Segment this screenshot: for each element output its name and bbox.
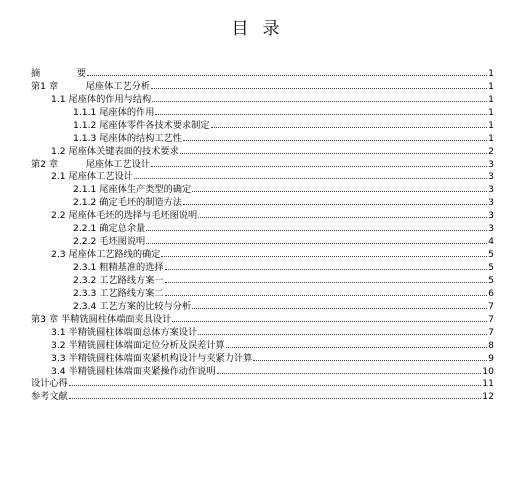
toc-dot-leader: [192, 191, 487, 192]
toc-entry-title: 2.1.1 尾座体生产类型的确定: [73, 184, 192, 196]
toc-entry-title: 第1 章 尾座体工艺分析: [31, 80, 151, 92]
toc-dot-leader: [198, 334, 487, 335]
toc-dot-leader: [253, 360, 487, 361]
toc-dot-leader: [192, 308, 487, 309]
toc-dot-leader: [152, 101, 487, 102]
toc-dot-leader: [87, 75, 487, 76]
toc-entry-page-number: 8: [488, 339, 494, 351]
toc-entry-page-number: 7: [488, 313, 494, 325]
toc-entry-page-number: 9: [488, 352, 494, 364]
toc-entry[interactable]: [31, 208, 494, 221]
toc-entry-title: 3.2 半精铣圆柱体端面定位分析及误差计算: [51, 339, 225, 351]
toc-entry-title: 摘 要: [31, 67, 87, 79]
toc-dot-leader: [198, 217, 487, 218]
toc-entry-page-number: 7: [488, 326, 494, 338]
toc-entry[interactable]: [31, 389, 494, 402]
toc-entry-page-number: 5: [488, 274, 494, 286]
toc-entry-title: 2.3.3 工艺路线方案二: [73, 287, 164, 299]
toc-entry-title: 1.2 尾座体关键表面的技术要求: [51, 145, 179, 157]
toc-entry-page-number: 11: [482, 378, 494, 390]
toc-entry-page-number: 3: [488, 158, 494, 170]
toc-entry[interactable]: [31, 325, 494, 338]
toc-entry-page-number: 7: [488, 300, 494, 312]
toc-entry[interactable]: [31, 221, 494, 234]
toc-entry-title: 2.3.1 粗精基准的选择: [73, 262, 164, 273]
toc-entry[interactable]: [31, 118, 494, 131]
toc-entry-page-number: 1: [488, 80, 494, 92]
toc-entry-title: 第2 章 尾座体工艺设计: [31, 158, 151, 170]
toc-entry-title: 2.3 尾座体工艺路线的确定: [51, 249, 161, 261]
toc-entry[interactable]: [31, 364, 494, 377]
toc-dot-leader: [211, 127, 488, 128]
toc-entry[interactable]: [31, 66, 494, 79]
toc-dot-leader: [69, 398, 482, 399]
toc-entry[interactable]: [31, 260, 494, 273]
toc-dot-leader: [217, 373, 482, 374]
toc-entry-page-number: 6: [488, 287, 494, 299]
toc-entry-title: 参考文献: [31, 391, 68, 403]
toc-dot-leader: [69, 385, 482, 386]
toc-dot-leader: [172, 321, 487, 322]
toc-entry-title: 2.3.4 工艺方案的比较与分析: [73, 300, 192, 312]
toc-dot-leader: [155, 114, 487, 115]
toc-entry-title: 2.2 尾座体毛坯的选择与毛坯图说明: [51, 210, 198, 222]
toc-dot-leader: [151, 88, 487, 89]
toc-entry[interactable]: [31, 92, 494, 105]
toc-entry[interactable]: [31, 234, 494, 247]
toc-dot-leader: [165, 269, 488, 270]
toc-entry[interactable]: [31, 170, 494, 183]
toc-dot-leader: [165, 295, 488, 296]
toc-entry-title: 1.1 尾座体的作用与结构: [51, 93, 152, 105]
toc-entry[interactable]: [31, 377, 494, 390]
toc-entry[interactable]: [31, 79, 494, 92]
toc-entry-page-number: 5: [488, 249, 494, 261]
toc-entry-title: 3.3 半精铣圆柱体端面夹紧机构设计与夹紧力计算: [51, 352, 253, 364]
toc-entry-title: 2.3.2 工艺路线方案一: [73, 274, 164, 286]
toc-entry[interactable]: [31, 286, 494, 299]
toc-entry-page-number: 3: [488, 223, 494, 235]
toc-entry-title: 2.2.2 毛坯图说明: [73, 236, 146, 248]
toc-dot-leader: [161, 256, 487, 257]
toc-entry-page-number: 1: [488, 119, 494, 131]
toc-entry-page-number: 1: [488, 132, 494, 144]
toc-entry-title: 1.1.3 尾座体的结构工艺性: [73, 132, 182, 144]
toc-entry[interactable]: [31, 338, 494, 351]
toc-entry-page-number: 1: [488, 67, 494, 79]
toc-dot-leader: [146, 243, 487, 244]
toc-entry[interactable]: [31, 144, 494, 157]
toc-entry-page-number: 3: [488, 184, 494, 196]
toc-title: 目录: [231, 19, 294, 39]
toc-dot-leader: [151, 166, 487, 167]
toc-entry-title: 3.1 半精铣圆柱体端面总体方案设计: [51, 326, 198, 338]
toc-entry-page-number: 10: [482, 365, 494, 377]
toc-entry[interactable]: [31, 247, 494, 260]
toc-entry[interactable]: [31, 195, 494, 208]
toc-dot-leader: [226, 347, 487, 348]
toc-entry-page-number: 4: [488, 236, 494, 248]
toc-dot-leader: [183, 204, 487, 205]
toc-dot-leader: [180, 153, 487, 154]
toc-entry[interactable]: [31, 182, 494, 195]
toc-entry-page-number: 1: [488, 106, 494, 118]
toc-entry-page-number: 3: [488, 197, 494, 209]
toc-entry[interactable]: [31, 351, 494, 364]
toc-dot-leader: [165, 282, 488, 283]
toc-dot-leader: [134, 178, 487, 179]
toc-entry-title: 3.4 半精铣圆柱体端面夹紧操作动作说明: [51, 365, 216, 377]
toc-entry[interactable]: [31, 312, 494, 325]
toc-entry-title: 2.2.1 确定总余量: [73, 223, 146, 235]
toc-entry[interactable]: [31, 273, 494, 286]
toc-entry-page-number: 5: [488, 262, 494, 273]
toc-entry-title: 2.1 尾座体工艺设计: [51, 171, 133, 183]
toc-entry-title: 2.1.2 确定毛坯的制造方法: [73, 197, 182, 209]
toc-entry-title: 1.1.2 尾座体零件各技术要求制定: [73, 119, 210, 131]
toc-entry[interactable]: [31, 105, 494, 118]
toc-dot-leader: [146, 230, 487, 231]
toc-entry-page-number: 3: [488, 210, 494, 222]
toc-entry-page-number: 3: [488, 171, 494, 183]
toc-entry-title: 第3 章 半精铣圆柱体端面夹具设计: [31, 313, 172, 325]
toc-entry[interactable]: [31, 299, 494, 312]
toc-entry-page-number: 12: [482, 391, 494, 403]
toc-entry-page-number: 1: [488, 93, 494, 105]
toc-entry[interactable]: [31, 157, 494, 170]
toc-entry-title: 1.1.1 尾座体的作用: [73, 106, 155, 118]
toc-entry[interactable]: [31, 131, 494, 144]
toc-entry-title: 设计心得: [31, 378, 68, 390]
toc-dot-leader: [183, 140, 487, 141]
toc-list: [31, 66, 494, 402]
toc-entry-page-number: 2: [488, 145, 494, 157]
